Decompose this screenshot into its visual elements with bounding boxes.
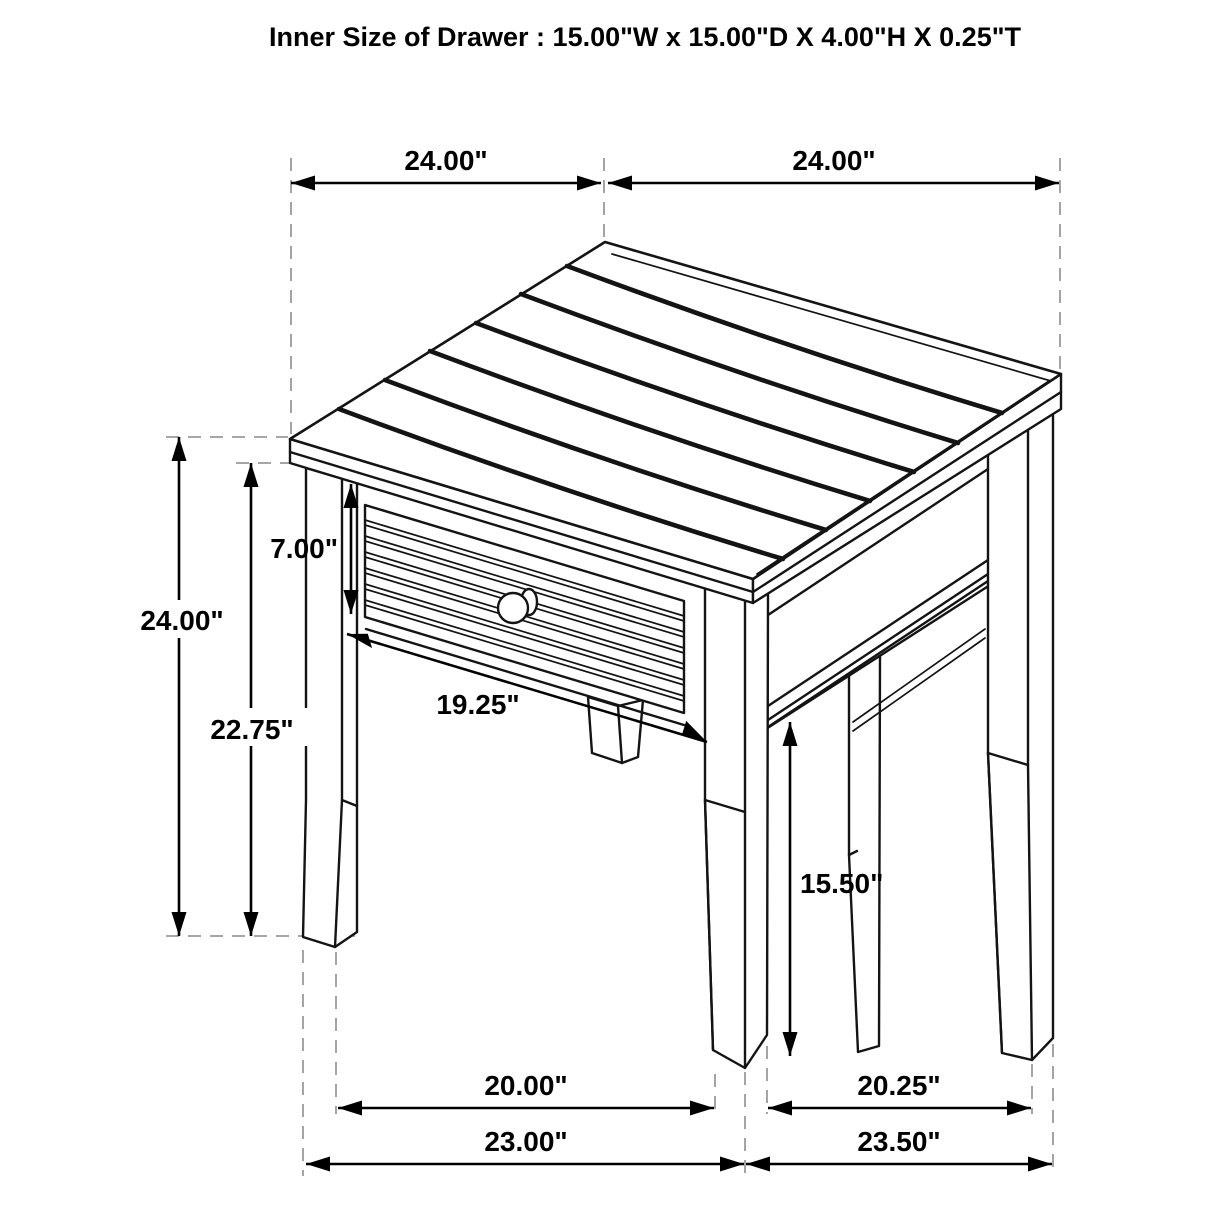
front-leg — [705, 588, 768, 1068]
dim-label: 15.50" — [800, 868, 884, 899]
end-table-drawing — [290, 242, 1061, 1068]
dimension-top-right-depth — [608, 145, 1059, 191]
dimension-bottom-side-outer — [746, 1126, 1052, 1172]
dimension-bottom-side-inner — [768, 1070, 1031, 1116]
right-leg — [988, 403, 1053, 1060]
dim-label: 24.00" — [140, 605, 224, 636]
dimension-top-left-width — [291, 145, 601, 191]
dim-label: 24.00" — [404, 145, 488, 176]
dim-label: 24.00" — [792, 145, 876, 176]
dim-label: 22.75" — [210, 714, 294, 745]
dim-label: 20.00" — [484, 1070, 568, 1101]
dimension-left-total-height — [125, 437, 237, 936]
dim-label: 23.00" — [484, 1126, 568, 1157]
dimension-bottom-front-outer — [306, 1126, 744, 1172]
dimension-bottom-front-inner — [338, 1070, 714, 1116]
dim-label: 20.25" — [857, 1070, 941, 1101]
dim-label: 19.25" — [436, 689, 520, 720]
dim-label: 23.50" — [857, 1126, 941, 1157]
dim-label: 7.00" — [270, 533, 338, 564]
drawer-support-block — [588, 697, 643, 763]
diagram-title: Inner Size of Drawer : 15.00"W x 15.00"D X 4.00"H X 0.25"T — [268, 22, 1022, 52]
